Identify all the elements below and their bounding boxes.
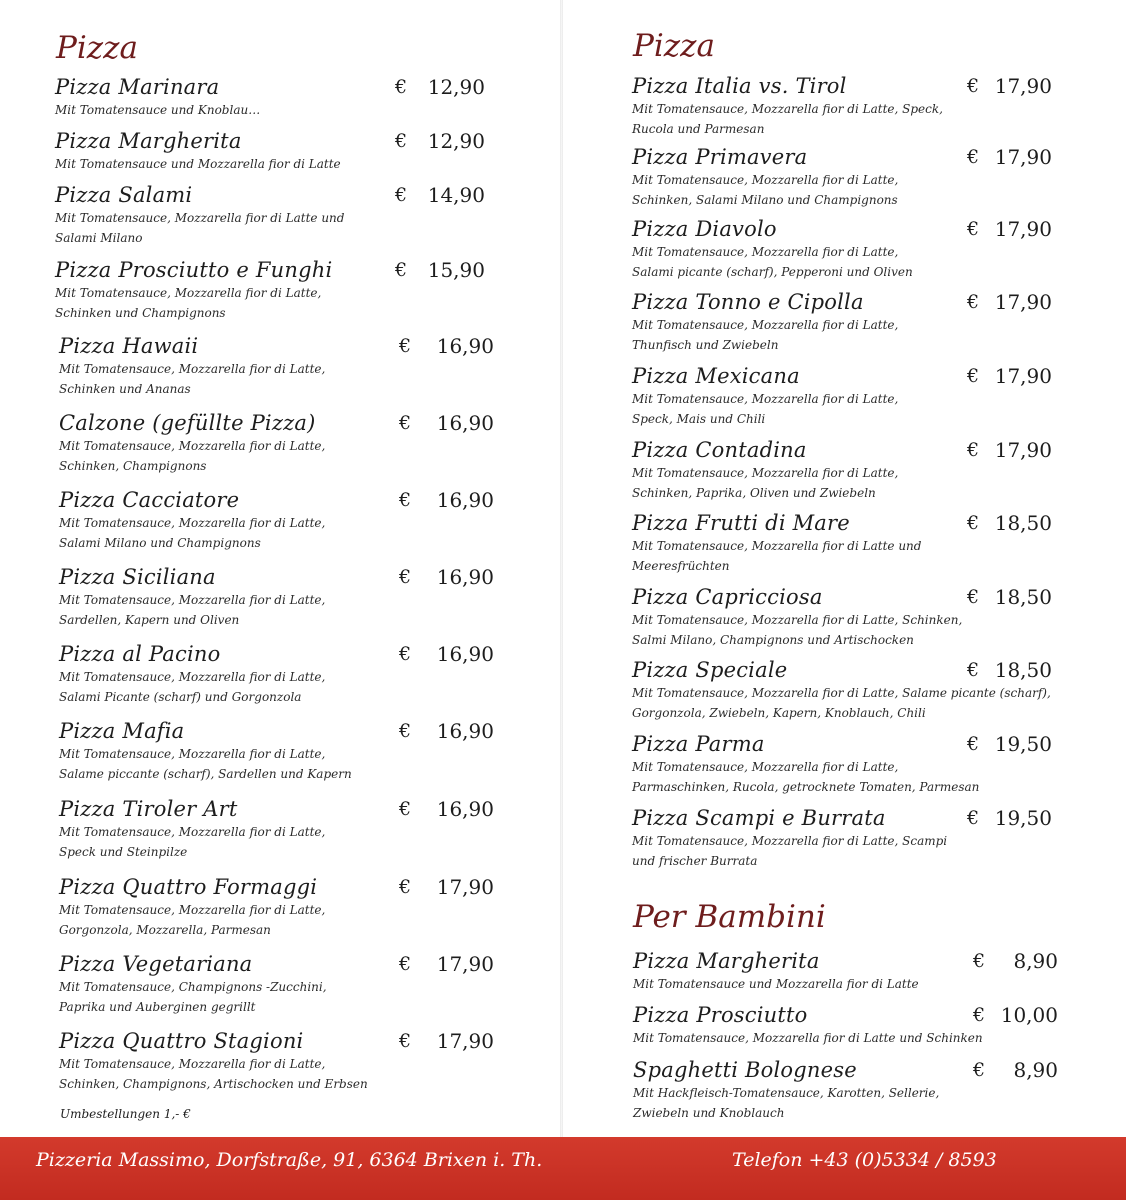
- menu-item: [55, 182, 525, 248]
- item-currency: €: [399, 643, 412, 665]
- menu-item: [632, 805, 1102, 871]
- menu-item: [59, 641, 529, 707]
- item-description: [632, 242, 1102, 282]
- item-description: [55, 283, 525, 323]
- item-description-line: Thunfisch und Zwiebeln: [632, 338, 779, 352]
- item-description: [55, 100, 525, 120]
- menu-item: [55, 74, 525, 120]
- item-description-line: Mit Tomatensauce, Mozzarella fior di Latte,: [59, 747, 326, 761]
- item-name: Pizza Margherita: [55, 129, 242, 153]
- item-currency: €: [395, 130, 408, 152]
- item-price: 10,00: [1000, 1003, 1058, 1027]
- item-description: [59, 822, 529, 862]
- item-description-line: Salami Milano und Champignons: [59, 536, 261, 550]
- item-currency: €: [967, 512, 980, 534]
- item-name: Pizza Mafia: [59, 719, 185, 743]
- item-description-line: Mit Tomatensauce, Mozzarella fior di Latte,: [55, 286, 322, 300]
- item-name: Pizza Margherita: [633, 949, 820, 973]
- item-price: 19,50: [994, 806, 1052, 830]
- item-name: Pizza Diavolo: [632, 217, 777, 241]
- item-description-line: Salmi Milano, Champignons und Artischocken: [632, 633, 914, 647]
- item-name: Pizza Frutti di Mare: [632, 511, 850, 535]
- item-description-line: Mit Tomatensauce, Mozzarella fior di Latte,: [59, 825, 326, 839]
- item-description-line: Mit Tomatensauce, Mozzarella fior di Latte,: [632, 245, 899, 259]
- item-description-line: Mit Tomatensauce, Mozzarella fior di Latte,: [59, 903, 326, 917]
- menu-item: [632, 584, 1102, 650]
- item-description-line: Mit Tomatensauce, Mozzarella fior di Latte,: [59, 593, 326, 607]
- item-description-line: Schinken und Champignons: [55, 306, 226, 320]
- item-name: Pizza Prosciutto e Funghi: [55, 258, 333, 282]
- item-name: Pizza Contadina: [632, 438, 807, 462]
- item-description-line: und frischer Burrata: [632, 854, 758, 868]
- item-name: Pizza Speciale: [632, 658, 788, 682]
- menu-item: [59, 487, 529, 553]
- item-currency: €: [973, 1004, 986, 1026]
- item-description-line: Mit Tomatensauce, Mozzarella fior di Latte, Scampi: [632, 834, 948, 848]
- menu-item: [632, 731, 1102, 797]
- menu-item: [55, 257, 525, 323]
- item-price: 8,90: [1013, 1058, 1058, 1082]
- item-description: [632, 683, 1102, 723]
- item-description-line: Schinken, Champignons, Artischocken und Erbsen: [59, 1077, 368, 1091]
- item-price: 16,90: [436, 797, 494, 821]
- item-name: Pizza Primavera: [632, 145, 808, 169]
- item-description: [632, 99, 1102, 139]
- menu-item: [59, 564, 529, 630]
- item-description-line: Salami picante (scharf), Pepperoni und Oliven: [632, 265, 913, 279]
- menu-item: [59, 796, 529, 862]
- item-currency: €: [967, 807, 980, 829]
- item-currency: €: [399, 335, 412, 357]
- menu-item: [632, 510, 1102, 576]
- item-name: Pizza Vegetariana: [59, 952, 253, 976]
- item-description-line: Mit Tomatensauce, Mozzarella fior di Latte,: [59, 362, 326, 376]
- item-price: 16,90: [436, 719, 494, 743]
- item-currency: €: [399, 798, 412, 820]
- item-price: 16,90: [436, 334, 494, 358]
- menu-item: [633, 948, 1103, 994]
- item-description-line: Mit Tomatensauce und Mozzarella fior di Latte: [633, 977, 919, 991]
- item-name: Pizza al Pacino: [59, 642, 221, 666]
- item-description-line: Mit Tomatensauce und Knoblau…: [55, 103, 261, 117]
- item-description: [59, 977, 529, 1017]
- item-description-line: Speck und Steinpilze: [59, 845, 188, 859]
- item-price: 16,90: [436, 642, 494, 666]
- item-description-line: Sardellen, Kapern und Oliven: [59, 613, 240, 627]
- item-currency: €: [967, 218, 980, 240]
- item-description: [633, 1083, 1103, 1123]
- menu-item: [633, 1002, 1103, 1048]
- column-divider: [560, 0, 563, 1137]
- menu-item: [632, 657, 1102, 723]
- item-description-line: Speck, Mais und Chili: [632, 412, 766, 426]
- item-description-line: Mit Hackfleisch-Tomatensauce, Karotten, Sellerie,: [633, 1086, 940, 1100]
- item-price: 17,90: [436, 1029, 494, 1053]
- item-currency: €: [395, 76, 408, 98]
- item-price: 16,90: [436, 411, 494, 435]
- item-currency: €: [399, 1030, 412, 1052]
- item-currency: €: [399, 876, 412, 898]
- menu-item: [633, 1057, 1103, 1123]
- item-description-line: Salami Picante (scharf) und Gorgonzola: [59, 690, 302, 704]
- section-title-pizza-left: Pizza: [56, 30, 138, 66]
- item-price: 17,90: [994, 145, 1052, 169]
- item-name: Pizza Parma: [632, 732, 765, 756]
- item-description-line: Meeresfrüchten: [632, 559, 730, 573]
- section-title-pizza-right: Pizza: [633, 28, 715, 64]
- item-description-line: Schinken, Champignons: [59, 459, 207, 473]
- item-description: [55, 154, 525, 174]
- item-price: 16,90: [436, 565, 494, 589]
- item-description: [632, 831, 1102, 871]
- item-price: 12,90: [427, 129, 485, 153]
- item-price: 16,90: [436, 488, 494, 512]
- item-name: Pizza Italia vs. Tirol: [632, 74, 847, 98]
- item-name: Pizza Prosciutto: [633, 1003, 808, 1027]
- menu-item: [632, 216, 1102, 282]
- menu-item: [59, 718, 529, 784]
- item-description: [632, 757, 1102, 797]
- item-price: 14,90: [427, 183, 485, 207]
- item-name: Pizza Quattro Formaggi: [59, 875, 318, 899]
- note-text: Umbestellungen 1,- €: [60, 1107, 191, 1121]
- item-description-line: Zwiebeln und Knoblauch: [633, 1106, 785, 1120]
- item-price: 17,90: [994, 364, 1052, 388]
- menu-item: [59, 410, 529, 476]
- item-description: [59, 900, 529, 940]
- item-price: 17,90: [994, 438, 1052, 462]
- item-description-line: Mit Tomatensauce, Mozzarella fior di Latte und Schinken: [633, 1031, 983, 1045]
- menu-item: [632, 289, 1102, 355]
- item-currency: €: [967, 586, 980, 608]
- item-description-line: Mit Tomatensauce, Mozzarella fior di Latte und: [632, 539, 922, 553]
- menu-item: [59, 874, 529, 940]
- footer-bar: [0, 1137, 1126, 1200]
- item-description-line: Schinken, Salami Milano und Champignons: [632, 193, 898, 207]
- item-price: 18,50: [994, 585, 1052, 609]
- item-description: [59, 513, 529, 553]
- item-description-line: Mit Tomatensauce, Mozzarella fior di Latte und: [55, 211, 345, 225]
- item-description-line: Mit Tomatensauce, Mozzarella fior di Latte, Schinken,: [632, 613, 963, 627]
- item-currency: €: [967, 146, 980, 168]
- item-currency: €: [399, 953, 412, 975]
- item-description: [633, 1028, 1103, 1048]
- item-description-line: Mit Tomatensauce, Mozzarella fior di Latte,: [632, 318, 899, 332]
- item-currency: €: [399, 566, 412, 588]
- item-currency: €: [399, 720, 412, 742]
- item-price: 17,90: [994, 217, 1052, 241]
- item-description-line: Parmaschinken, Rucola, getrocknete Tomaten, Parmesan: [632, 780, 980, 794]
- item-description-line: Schinken und Ananas: [59, 382, 191, 396]
- item-price: 12,90: [427, 75, 485, 99]
- item-currency: €: [967, 365, 980, 387]
- section-title-per-bambini: Per Bambini: [633, 899, 826, 935]
- item-currency: €: [395, 184, 408, 206]
- item-name: Pizza Salami: [55, 183, 193, 207]
- item-description-line: Gorgonzola, Mozzarella, Parmesan: [59, 923, 271, 937]
- item-description-line: Mit Tomatensauce, Mozzarella fior di Latte,: [632, 392, 899, 406]
- item-currency: €: [967, 733, 980, 755]
- item-currency: €: [967, 75, 980, 97]
- item-description-line: Mit Tomatensauce, Mozzarella fior di Latte, Salame picante (scharf),: [632, 686, 1051, 700]
- item-currency: €: [395, 259, 408, 281]
- item-currency: €: [399, 489, 412, 511]
- item-price: 17,90: [994, 74, 1052, 98]
- item-description-line: Gorgonzola, Zwiebeln, Kapern, Knoblauch, Chili: [632, 706, 926, 720]
- item-name: Pizza Siciliana: [59, 565, 216, 589]
- item-description: [632, 315, 1102, 355]
- item-price: 17,90: [994, 290, 1052, 314]
- item-description: [632, 463, 1102, 503]
- menu-item: [59, 333, 529, 399]
- item-price: 18,50: [994, 658, 1052, 682]
- footer-phone: Telefon +43 (0)5334 / 8593: [732, 1149, 997, 1171]
- menu-item: [59, 951, 529, 1017]
- item-currency: €: [973, 950, 986, 972]
- item-price: 15,90: [427, 258, 485, 282]
- item-description-line: Paprika und Auberginen gegrillt: [59, 1000, 256, 1014]
- item-price: 8,90: [1013, 949, 1058, 973]
- item-description-line: Salame piccante (scharf), Sardellen und Kapern: [59, 767, 352, 781]
- item-name: Pizza Tonno e Cipolla: [632, 290, 864, 314]
- menu-item: [632, 437, 1102, 503]
- item-description-line: Schinken, Paprika, Oliven und Zwiebeln: [632, 486, 876, 500]
- item-description: [632, 610, 1102, 650]
- item-description: [59, 667, 529, 707]
- item-name: Spaghetti Bolognese: [633, 1058, 857, 1082]
- item-description: [632, 536, 1102, 576]
- item-description-line: Mit Tomatensauce, Mozzarella fior di Latte,: [632, 760, 899, 774]
- item-description-line: Mit Tomatensauce, Mozzarella fior di Latte,: [632, 466, 899, 480]
- item-description-line: Mit Tomatensauce, Mozzarella fior di Latte,: [59, 670, 326, 684]
- item-price: 17,90: [436, 952, 494, 976]
- menu-item: [632, 73, 1102, 139]
- item-description: [632, 170, 1102, 210]
- item-price: 18,50: [994, 511, 1052, 535]
- item-price: 17,90: [436, 875, 494, 899]
- item-name: Pizza Capricciosa: [632, 585, 823, 609]
- item-description-line: Mit Tomatensauce, Mozzarella fior di Latte, Speck,: [632, 102, 943, 116]
- item-description: [59, 744, 529, 784]
- item-description: [59, 359, 529, 399]
- item-currency: €: [973, 1059, 986, 1081]
- item-description-line: Mit Tomatensauce, Mozzarella fior di Latte,: [59, 1057, 326, 1071]
- menu-item: [632, 363, 1102, 429]
- item-name: Pizza Quattro Stagioni: [59, 1029, 304, 1053]
- item-description: [59, 436, 529, 476]
- item-description: [632, 389, 1102, 429]
- menu-item: [632, 144, 1102, 210]
- item-name: Pizza Cacciatore: [59, 488, 240, 512]
- item-price: 19,50: [994, 732, 1052, 756]
- item-currency: €: [967, 659, 980, 681]
- menu-item: [59, 1028, 529, 1094]
- item-currency: €: [399, 412, 412, 434]
- item-description-line: Mit Tomatensauce, Mozzarella fior di Latte,: [59, 516, 326, 530]
- menu-item: [55, 128, 525, 174]
- item-name: Pizza Tiroler Art: [59, 797, 238, 821]
- item-description: [633, 974, 1103, 994]
- footer-address: Pizzeria Massimo, Dorfstraße, 91, 6364 Brixen i. Th.: [36, 1149, 543, 1171]
- item-description-line: Salami Milano: [55, 231, 143, 245]
- item-currency: €: [967, 291, 980, 313]
- item-description: [59, 1054, 529, 1094]
- item-description-line: Mit Tomatensauce, Mozzarella fior di Latte,: [632, 173, 899, 187]
- item-description-line: Mit Tomatensauce und Mozzarella fior di Latte: [55, 157, 341, 171]
- item-description-line: Mit Tomatensauce, Mozzarella fior di Latte,: [59, 439, 326, 453]
- item-name: Pizza Mexicana: [632, 364, 800, 388]
- item-name: Pizza Marinara: [55, 75, 220, 99]
- item-name: Calzone (gefüllte Pizza): [59, 411, 316, 435]
- item-description: [55, 208, 525, 248]
- item-name: Pizza Hawaii: [59, 334, 199, 358]
- item-name: Pizza Scampi e Burrata: [632, 806, 886, 830]
- item-description: [59, 590, 529, 630]
- item-description-line: Mit Tomatensauce, Champignons -Zucchini,: [59, 980, 327, 994]
- item-currency: €: [967, 439, 980, 461]
- item-description-line: Rucola und Parmesan: [632, 122, 765, 136]
